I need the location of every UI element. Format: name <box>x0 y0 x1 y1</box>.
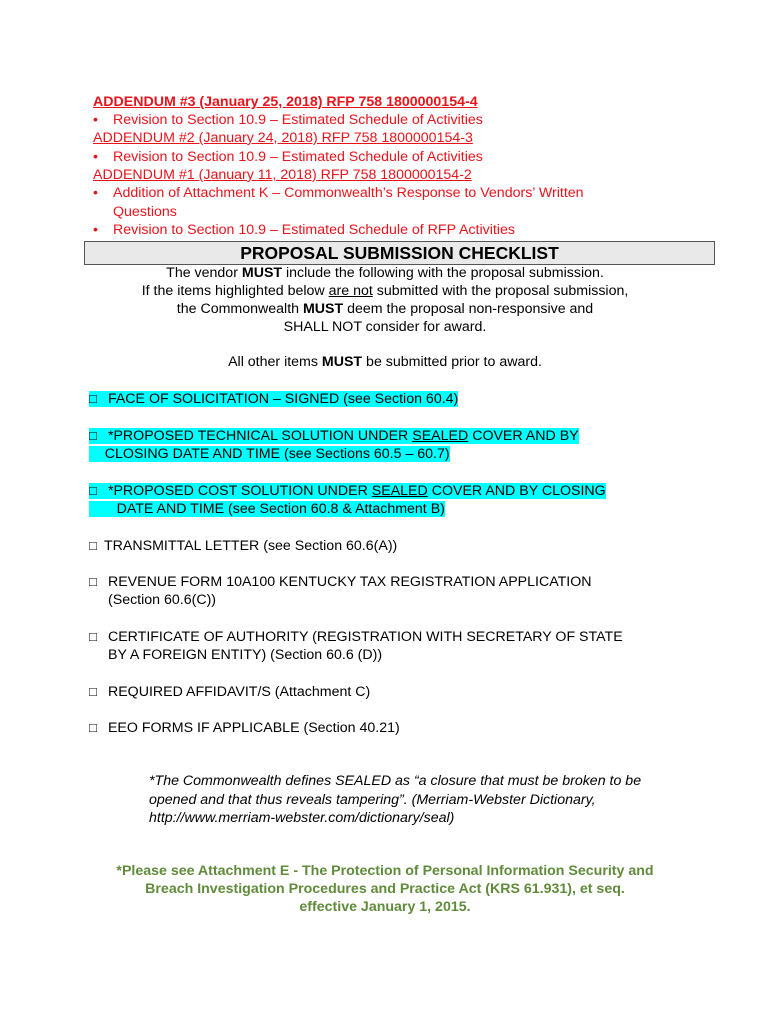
checkbox-icon[interactable]: □ <box>89 574 97 589</box>
checkbox-icon[interactable]: □ <box>89 629 97 644</box>
addendum-2-item: • Revision to Section 10.9 – Estimated Schedule of Activities <box>93 149 483 165</box>
checkbox-icon[interactable]: □ <box>89 720 97 735</box>
addendum-1-item-1-cont: Questions <box>113 204 177 220</box>
checkbox-icon[interactable]: □ <box>89 684 97 699</box>
checklist-item-affidavit[interactable]: □ REQUIRED AFFIDAVIT/S (Attachment C) <box>89 684 371 700</box>
sealed-note-line-2: opened and that thus reveals tampering”. (Merriam-Webster Dictionary, <box>149 792 596 808</box>
addendum-3-title: ADDENDUM #3 (January 25, 2018) RFP 758 1800000154-4 <box>93 94 478 110</box>
checklist-title: PROPOSAL SUBMISSION CHECKLIST <box>84 241 715 265</box>
intro-line-1: The vendor MUST include the following with the proposal submission. <box>166 265 604 281</box>
addendum-1-item-1: • Addition of Attachment K – Commonwealth’s Response to Vendors’ Written <box>93 185 584 201</box>
addendum-2-title: ADDENDUM #2 (January 24, 2018) RFP 758 1800000154-3 <box>93 130 473 146</box>
checklist-item-revenue-form-cont: (Section 60.6(C)) <box>108 592 217 608</box>
checklist-item-cost-solution-cont: DATE AND TIME (see Section 60.8 & Attachment B) <box>89 501 445 517</box>
checklist-item-transmittal[interactable]: □ TRANSMITTAL LETTER (see Section 60.6(A)) <box>89 538 398 554</box>
sealed-note-line-1: *The Commonwealth defines SEALED as “a closure that must be broken to be <box>149 773 642 789</box>
checklist-item-certificate[interactable]: □ CERTIFICATE OF AUTHORITY (REGISTRATION WITH SECRETARY OF STATE <box>89 629 623 645</box>
footer-line-3: effective January 1, 2015. <box>299 899 471 915</box>
checkbox-icon[interactable]: □ <box>89 538 97 553</box>
addendum-3-item: • Revision to Section 10.9 – Estimated Schedule of Activities <box>93 112 483 128</box>
checklist-item-face-of-solicitation[interactable]: □ FACE OF SOLICITATION – SIGNED (see Section 60.4) <box>89 391 459 407</box>
intro-line-5: All other items MUST be submitted prior to award. <box>228 354 542 370</box>
intro-line-3: the Commonwealth MUST deem the proposal non-responsive and <box>176 301 594 317</box>
checklist-item-certificate-cont: BY A FOREIGN ENTITY) (Section 60.6 (D)) <box>108 647 383 663</box>
addendum-1-item-2: • Revision to Section 10.9 – Estimated Schedule of RFP Activities <box>93 222 515 238</box>
checklist-item-technical-solution-cont: CLOSING DATE AND TIME (see Sections 60.5 – 60.7) <box>89 446 450 462</box>
checklist-item-technical-solution[interactable]: □ *PROPOSED TECHNICAL SOLUTION UNDER SEALED COVER AND BY <box>89 428 579 444</box>
checkbox-icon[interactable]: □ <box>89 391 97 406</box>
footer-line-2: Breach Investigation Procedures and Practice Act (KRS 61.931), et seq. <box>145 881 625 897</box>
checklist-item-cost-solution[interactable]: □ *PROPOSED COST SOLUTION UNDER SEALED COVER AND BY CLOSING <box>89 483 606 499</box>
checkbox-icon[interactable]: □ <box>89 483 97 498</box>
intro-line-2: If the items highlighted below are not submitted with the proposal submission, <box>141 283 629 299</box>
checkbox-icon[interactable]: □ <box>89 428 97 443</box>
addendum-1-title: ADDENDUM #1 (January 11, 2018) RFP 758 1800000154-2 <box>93 167 472 183</box>
intro-line-4: SHALL NOT consider for award. <box>283 319 487 335</box>
checklist-item-revenue-form[interactable]: □ REVENUE FORM 10A100 KENTUCKY TAX REGISTRATION APPLICATION <box>89 574 592 590</box>
sealed-note-line-3: http://www.merriam-webster.com/dictionary/seal) <box>149 810 455 826</box>
checklist-item-eeo[interactable]: □ EEO FORMS IF APPLICABLE (Section 40.21) <box>89 720 400 736</box>
footer-line-1: *Please see Attachment E - The Protection of Personal Information Security and <box>116 863 654 879</box>
